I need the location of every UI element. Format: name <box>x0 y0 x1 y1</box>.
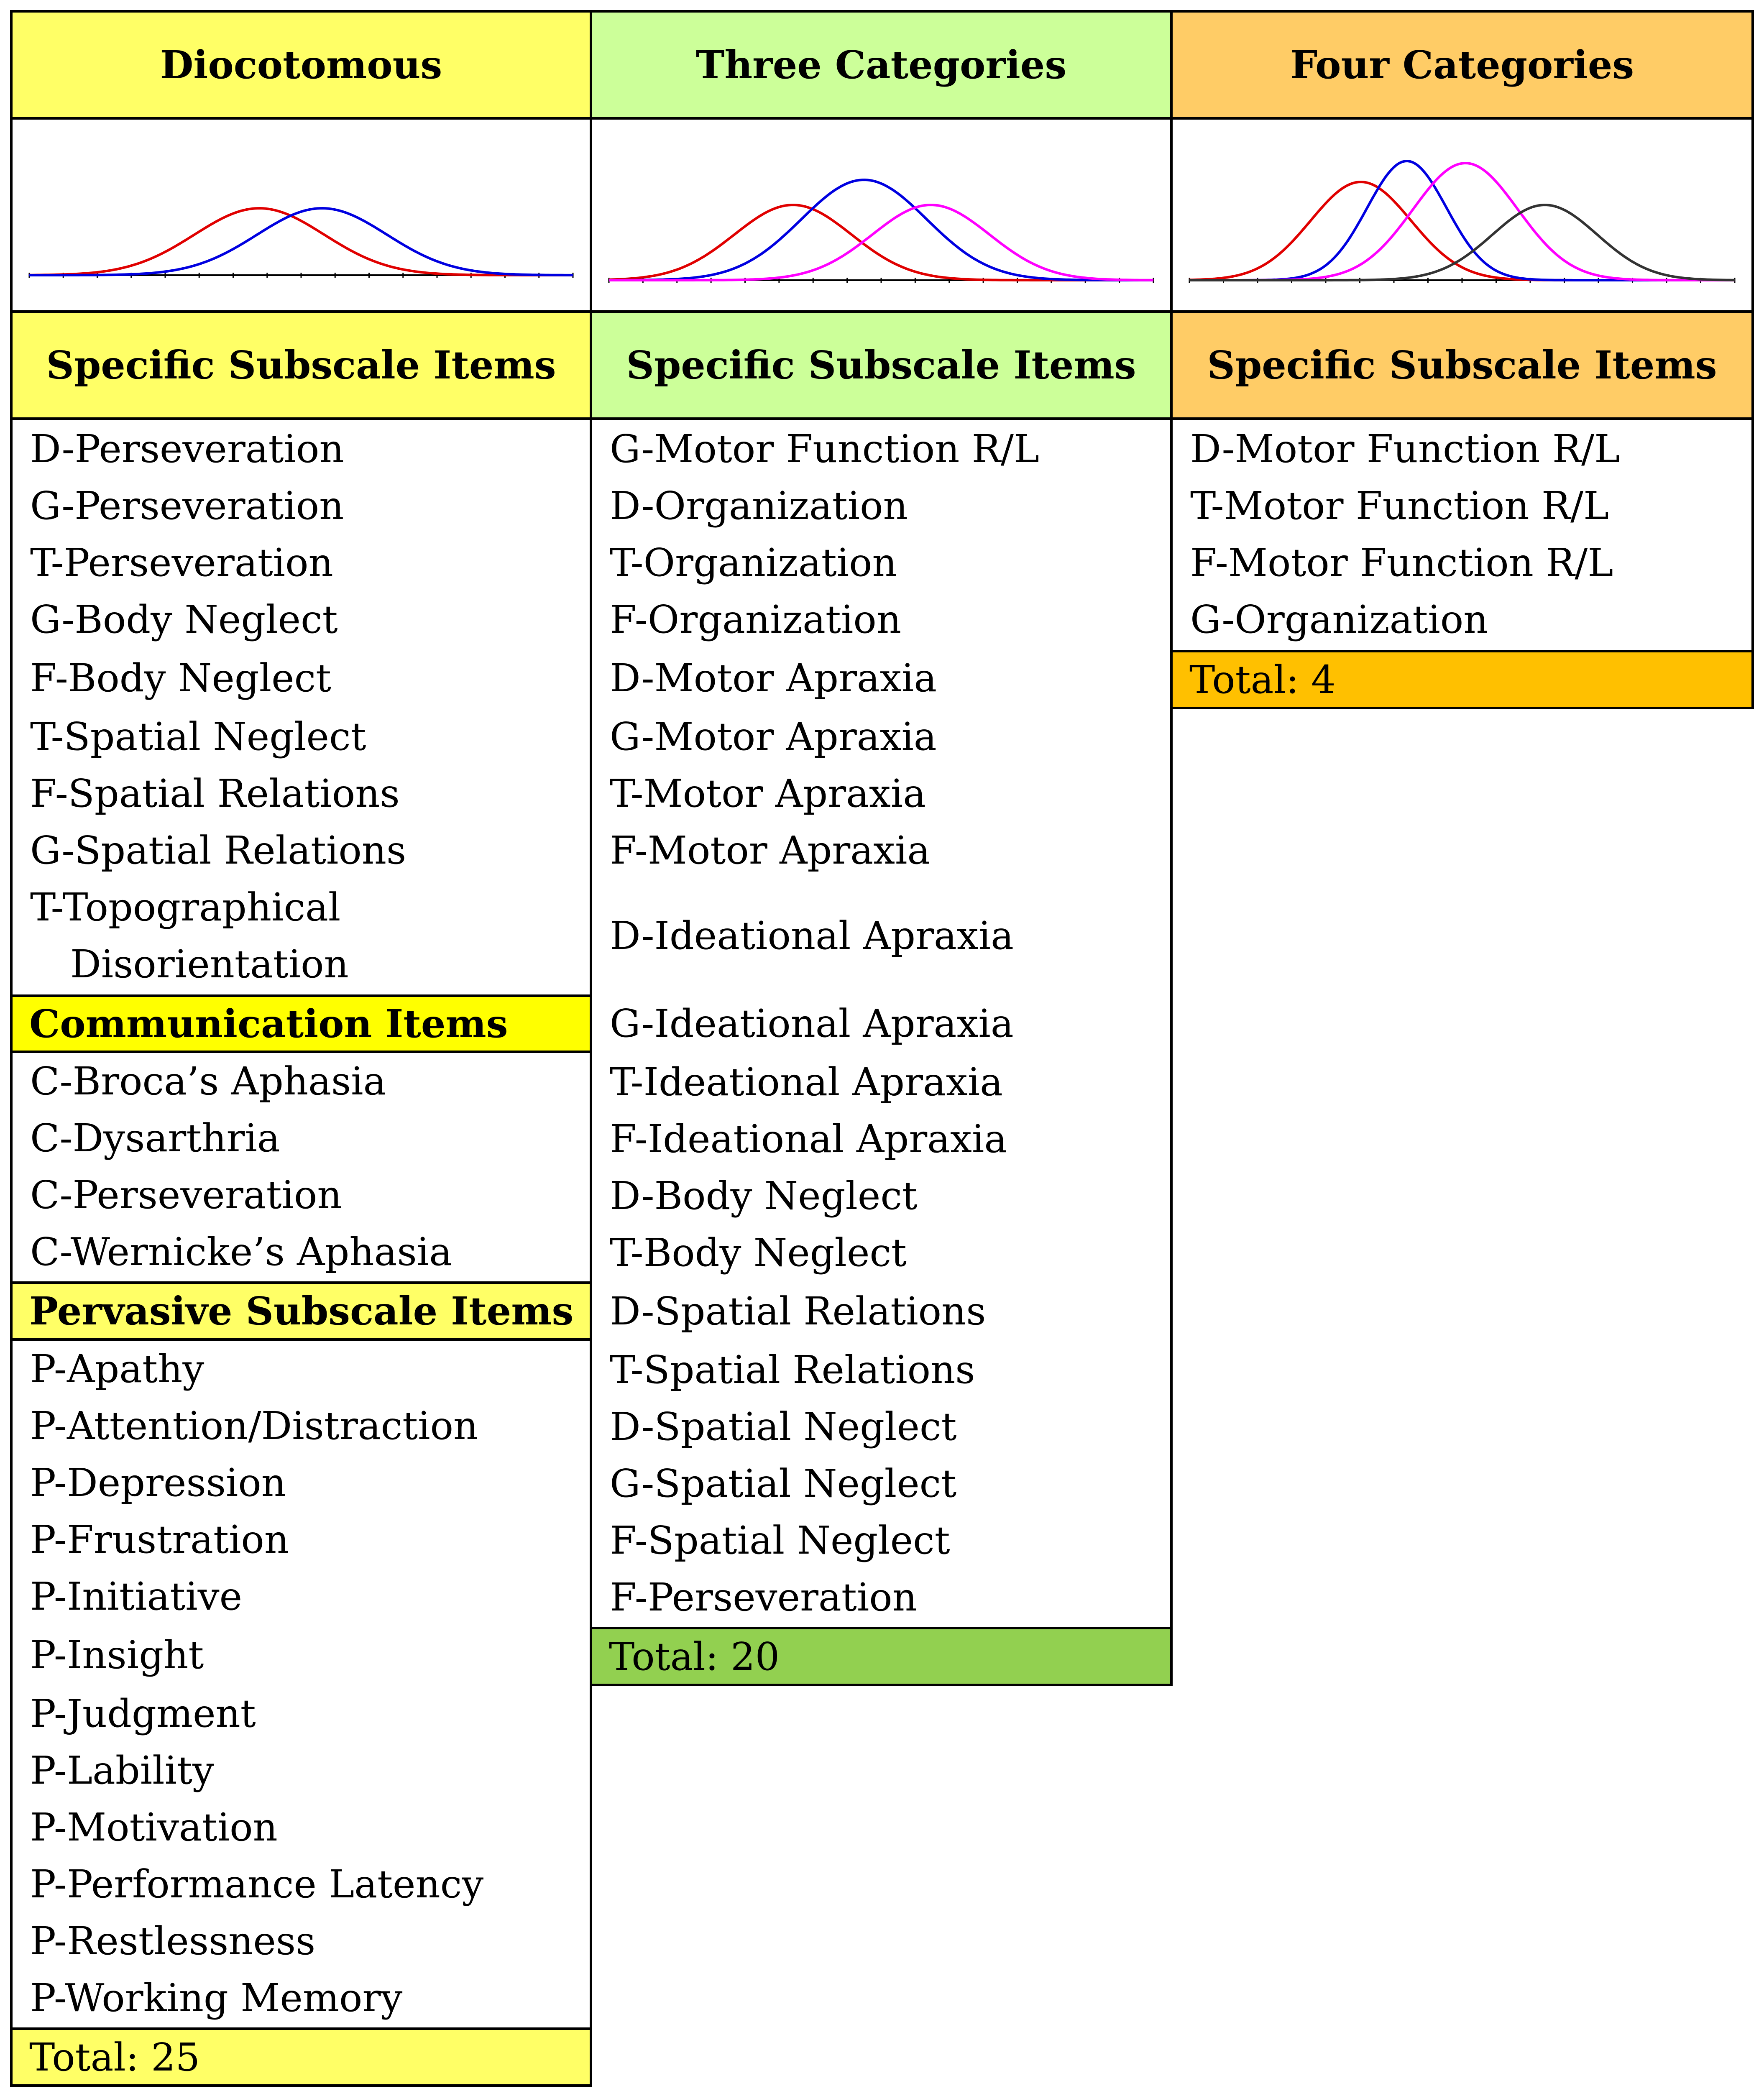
list-item: P-Lability <box>30 1748 215 1793</box>
list-item: F-Ideational Apraxia <box>610 1117 1007 1161</box>
col2-subheader-label: Specific Subscale Items <box>626 343 1136 388</box>
curve-blue <box>1189 161 1735 280</box>
list-item: G-Perseveration <box>30 483 344 528</box>
col3-total <box>1170 650 1754 709</box>
list-item: G-Spatial Relations <box>30 828 406 873</box>
col3-items-box <box>1170 417 1754 652</box>
list-item: D-Organization <box>610 483 908 528</box>
col2-subheader <box>590 310 1173 420</box>
list-item: D-Motor Apraxia <box>610 656 937 700</box>
col2-header <box>590 10 1173 120</box>
list-item: G-Motor Function R/L <box>610 427 1039 471</box>
list-item: D-Motor Function R/L <box>1190 427 1620 471</box>
list-item: D-Ideational Apraxia <box>610 913 1014 958</box>
list-item: F-Body Neglect <box>30 656 332 700</box>
list-item: Disorientation <box>70 942 349 987</box>
col1-subheader <box>10 310 592 420</box>
list-item: T-Topographical <box>30 885 341 930</box>
curve-dark-gray <box>1189 205 1735 280</box>
curve-red <box>29 208 573 275</box>
list-item: P-Restlessness <box>30 1919 316 1963</box>
list-item: T-Ideational Apraxia <box>610 1060 1003 1104</box>
list-item: T-Body Neglect <box>610 1230 907 1275</box>
list-item: T-Motor Apraxia <box>610 771 926 816</box>
col3-subheader <box>1170 310 1754 420</box>
list-item: D-Perseveration <box>30 427 344 471</box>
col2-curve-panel <box>590 117 1173 313</box>
col1-distribution-curves <box>13 120 590 310</box>
col3-curve-panel <box>1170 117 1754 313</box>
list-item: C-Wernicke’s Aphasia <box>30 1230 452 1274</box>
col1-subheader-label: Specific Subscale Items <box>46 343 556 388</box>
col1-header <box>10 10 592 120</box>
list-item: G-Body Neglect <box>30 597 338 642</box>
list-item: D-Body Neglect <box>610 1173 918 1218</box>
list-item: P-Initiative <box>30 1574 243 1619</box>
list-item: F-Spatial Relations <box>30 771 400 816</box>
list-item: T-Spatial Relations <box>610 1347 975 1392</box>
list-item: P-Judgment <box>30 1691 256 1736</box>
col1-curve-panel <box>10 117 592 313</box>
list-item: P-Attention/Distraction <box>30 1403 478 1448</box>
col2-total <box>590 1627 1173 1686</box>
col2-total-label: Total: 20 <box>609 1634 780 1679</box>
list-item: G-Organization <box>1190 597 1488 642</box>
col1-communication-box <box>10 1051 592 1284</box>
col2-header-label: Three Categories <box>695 42 1067 87</box>
communication-header-label: Communication Items <box>29 1001 508 1046</box>
col3-subheader-label: Specific Subscale Items <box>1207 343 1717 388</box>
col1-total-label: Total: 25 <box>29 2035 200 2080</box>
col1-pervasive-box <box>10 1338 592 2030</box>
list-item: T-Spatial Neglect <box>30 714 366 759</box>
list-item: D-Spatial Relations <box>610 1289 986 1334</box>
col3-header <box>1170 10 1754 120</box>
list-item: C-Dysarthria <box>30 1116 280 1161</box>
list-item: C-Broca’s Aphasia <box>30 1059 386 1104</box>
col1-header-label: Diocotomous <box>160 42 442 87</box>
list-item: D-Spatial Neglect <box>610 1404 957 1449</box>
list-item: F-Perseveration <box>610 1575 917 1620</box>
col3-header-label: Four Categories <box>1290 42 1634 87</box>
list-item: F-Motor Function R/L <box>1190 540 1613 585</box>
list-item: P-Insight <box>30 1633 204 1677</box>
list-item: G-Motor Apraxia <box>610 714 937 759</box>
list-item: P-Apathy <box>30 1347 205 1391</box>
list-item: F-Organization <box>610 597 901 642</box>
col3-total-label: Total: 4 <box>1189 657 1336 702</box>
col2-items-box <box>590 417 1173 1629</box>
list-item: T-Motor Function R/L <box>1190 483 1609 528</box>
list-item: G-Spatial Neglect <box>610 1461 957 1506</box>
col1-communication-header <box>10 994 592 1053</box>
col1-total <box>10 2027 592 2087</box>
curve-magenta <box>1189 163 1735 280</box>
curve-magenta <box>609 205 1153 280</box>
curve-red <box>609 205 1153 280</box>
list-item: P-Performance Latency <box>30 1862 484 1907</box>
col3-distribution-curves <box>1173 120 1751 310</box>
col1-pervasive-header <box>10 1281 592 1341</box>
col2-distribution-curves <box>592 120 1170 310</box>
list-item: P-Motivation <box>30 1805 278 1850</box>
list-item: P-Depression <box>30 1460 286 1505</box>
col1-items-box <box>10 417 592 997</box>
list-item: F-Spatial Neglect <box>610 1518 950 1563</box>
list-item: F-Motor Apraxia <box>610 828 931 873</box>
list-item: T-Perseveration <box>30 540 333 585</box>
list-item: T-Organization <box>610 540 897 585</box>
list-item: G-Ideational Apraxia <box>610 1001 1014 1046</box>
list-item: P-Frustration <box>30 1517 289 1562</box>
list-item: C-Perseveration <box>30 1173 342 1217</box>
pervasive-header-label: Pervasive Subscale Items <box>29 1288 574 1334</box>
curve-red <box>1189 182 1735 280</box>
list-item: P-Working Memory <box>30 1976 403 2020</box>
curve-blue <box>29 208 573 275</box>
